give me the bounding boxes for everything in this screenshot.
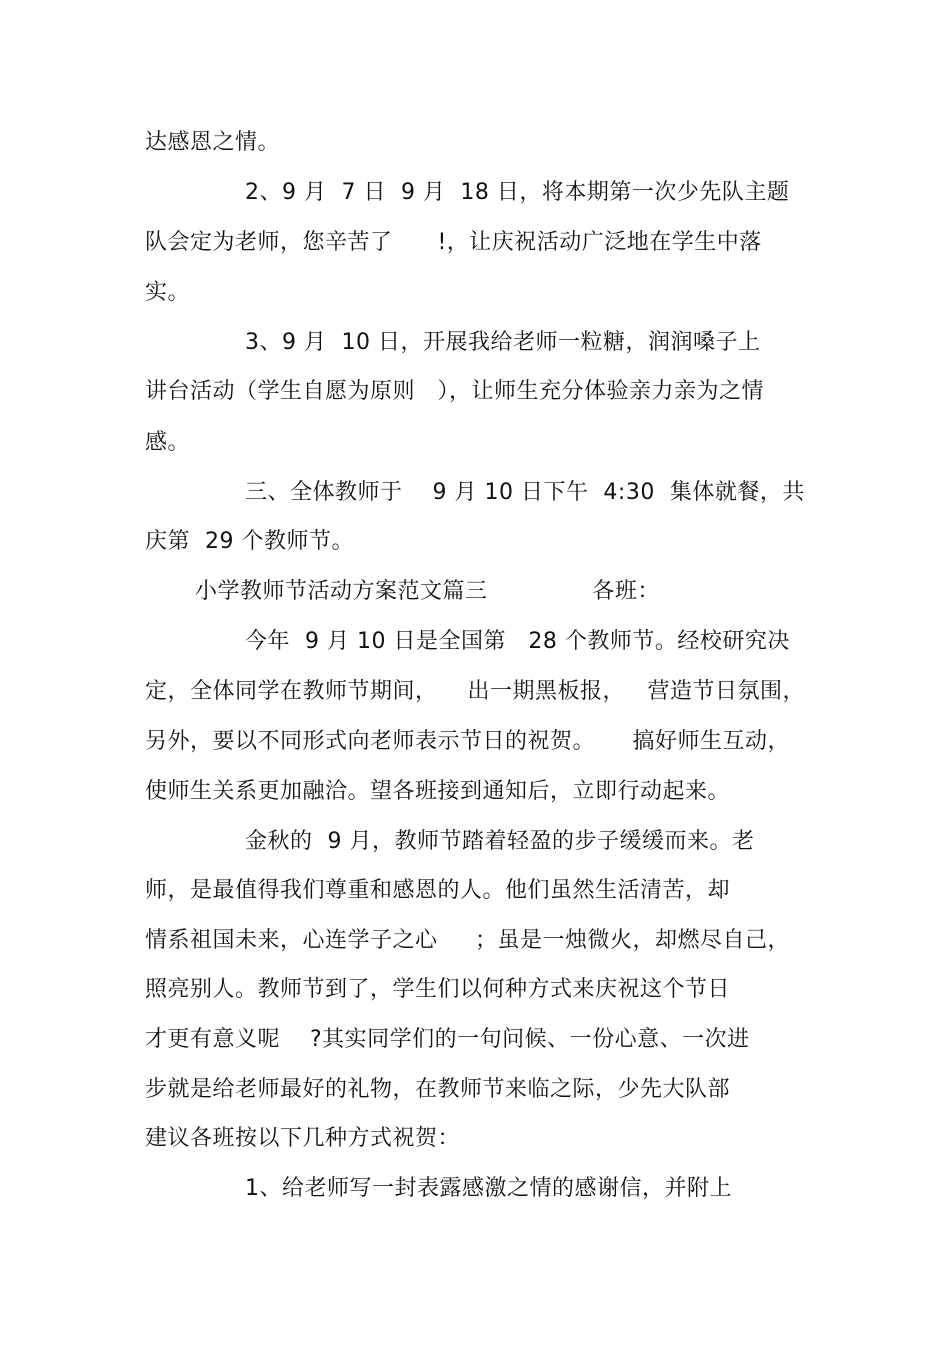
text-line-7: 感。 bbox=[145, 430, 191, 455]
text-line-1: 达感恩之情。 bbox=[145, 130, 281, 155]
text-line-9: 庆第 29 个教师节。 bbox=[145, 529, 354, 554]
text-line-6: 讲台活动（学生自愿为原则 ），让师生充分体验亲力亲为之情 bbox=[145, 379, 764, 404]
text-line-12: 定，全体同学在教师节期间， 出一期黑板报， 营造节日氛围， bbox=[145, 679, 805, 704]
text-line-3: 队会定为老师，您辛苦了 !，让庆祝活动广泛地在学生中落 bbox=[145, 230, 762, 255]
text-line-17: 情系祖国未来，心连学子之心 ；虽是一烛微火，却燃尽自己， bbox=[145, 928, 790, 953]
text-line-20: 步就是给老师最好的礼物，在教师节来临之际，少先大队部 bbox=[145, 1077, 731, 1102]
text-line-16: 师，是最值得我们尊重和感恩的人。他们虽然生活清苦，却 bbox=[145, 878, 731, 903]
text-line-14: 使师生关系更加融洽。望各班接到通知后，立即行动起来。 bbox=[145, 779, 731, 804]
text-line-8: 三、全体教师于 9 月 10 日下午 4:30 集体就餐，共 bbox=[245, 480, 805, 505]
text-line-22: 1、给老师写一封表露感激之情的感谢信，并附上 bbox=[245, 1176, 732, 1201]
section-heading: 小学教师节活动方案范文篇三 各班： bbox=[195, 579, 660, 604]
text-line-13: 另外，要以不同形式向老师表示节日的祝贺。 搞好师生互动， bbox=[145, 729, 790, 754]
text-line-4: 实。 bbox=[145, 280, 191, 305]
text-line-11: 今年 9 月 10 日是全国第 28 个教师节。经校研究决 bbox=[245, 629, 790, 654]
text-line-21: 建议各班按以下几种方式祝贺： bbox=[145, 1126, 461, 1151]
text-line-19: 才更有意义呢 ?其实同学们的一句问候、一份心意、一次进 bbox=[145, 1027, 750, 1052]
text-line-5: 3、9 月 10 日，开展我给老师一粒糖，润润嗓子上 bbox=[245, 330, 761, 355]
text-line-2: 2、9 月 7 日 9 月 18 日，将本期第一次少先队主题 bbox=[245, 180, 790, 205]
text-line-18: 照亮别人。教师节到了，学生们以何种方式来庆祝这个节日 bbox=[145, 977, 731, 1002]
text-line-15: 金秋的 9 月，教师节踏着轻盈的步子缓缓而来。老 bbox=[245, 829, 755, 854]
